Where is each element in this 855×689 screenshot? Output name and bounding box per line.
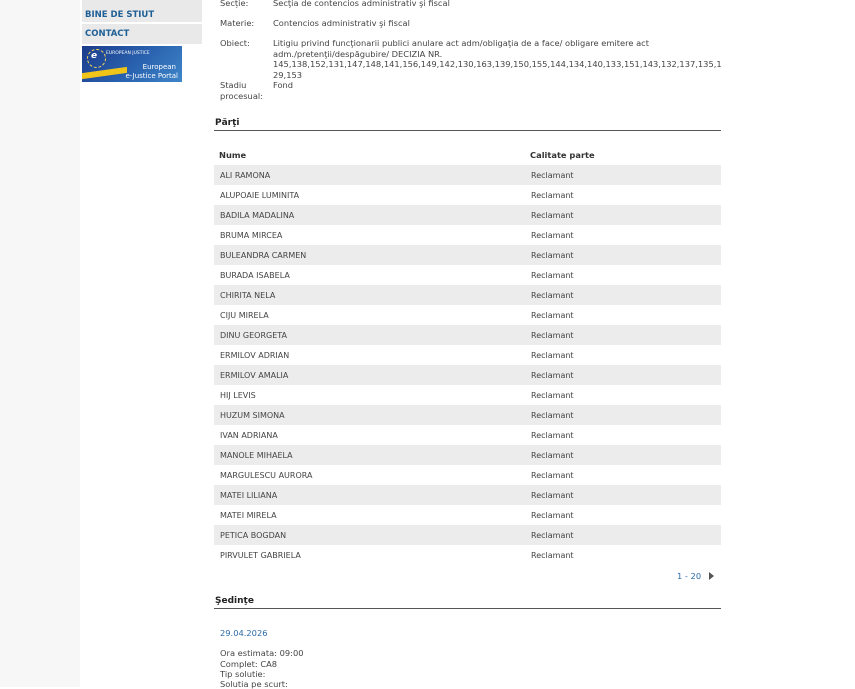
party-role: Reclamant	[531, 291, 574, 300]
left-background	[0, 0, 80, 687]
table-row	[214, 285, 721, 305]
party-role: Reclamant	[531, 231, 574, 240]
party-role: Reclamant	[531, 391, 574, 400]
materie-value: Contencios administrativ şi fiscal	[273, 18, 410, 28]
party-name: PETICA BOGDAN	[220, 531, 287, 540]
party-role: Reclamant	[531, 471, 574, 480]
table-row	[214, 225, 721, 245]
party-name: ALUPOAIE LUMINITA	[220, 191, 300, 200]
table-row	[214, 205, 721, 225]
obiect-label: Obiect:	[220, 38, 250, 48]
party-role: Reclamant	[531, 551, 574, 560]
sectie-value: Secţia de contencios administrativ şi fiscal	[273, 0, 450, 8]
table-row	[214, 325, 721, 345]
banner-line1: European	[142, 63, 176, 71]
table-row	[214, 245, 721, 265]
table-row	[214, 445, 721, 465]
party-role: Reclamant	[531, 511, 574, 520]
party-name: BURADA ISABELA	[220, 271, 290, 280]
parti-divider	[214, 130, 721, 131]
table-row	[214, 405, 721, 425]
table-row	[214, 345, 721, 365]
table-row	[214, 465, 721, 485]
table-row	[214, 365, 721, 385]
party-name: MATEI MIRELA	[220, 511, 277, 520]
party-role: Reclamant	[531, 191, 574, 200]
table-row	[214, 185, 721, 205]
next-page-icon[interactable]	[709, 572, 714, 580]
sidebar	[82, 0, 202, 82]
banner-small-text: EUROPEAN JUSTICE	[106, 51, 150, 56]
party-name: CHIRITA NELA	[220, 291, 276, 300]
materie-label: Materie:	[220, 18, 255, 28]
solution-summary: Solutia pe scurt:	[220, 679, 288, 689]
party-name: HUZUM SIMONA	[220, 411, 285, 420]
parti-title: Părţi	[215, 118, 240, 128]
party-name: IVAN ADRIANA	[220, 431, 278, 440]
party-role: Reclamant	[531, 531, 574, 540]
table-row	[214, 545, 721, 565]
hearing-date: 29.04.2026	[220, 628, 268, 638]
solution-type: Tip solutie:	[220, 669, 266, 679]
banner-line2: e-Justice Portal	[125, 72, 178, 80]
e-logo: e	[91, 51, 98, 61]
parti-table	[214, 165, 721, 565]
stadiu-value: Fond	[273, 80, 294, 90]
party-name: BRUMA MIRCEA	[220, 231, 283, 240]
party-name: PIRVULET GABRIELA	[220, 551, 301, 560]
table-row	[214, 265, 721, 285]
party-name: ERMILOV ADRIAN	[220, 351, 290, 360]
party-role: Reclamant	[531, 351, 574, 360]
stadiu-label-line1: Stadiu	[220, 80, 247, 90]
party-role: Reclamant	[531, 311, 574, 320]
party-name: MATEI LILIANA	[220, 491, 278, 500]
party-role: Reclamant	[531, 331, 574, 340]
sidebar-item-bine-de-stiut[interactable]: BINE DE STIUT	[82, 0, 202, 22]
page-range-link[interactable]: 1 - 20	[677, 571, 702, 581]
party-name: ERMILOV AMALIA	[220, 371, 289, 380]
party-role: Reclamant	[531, 171, 574, 180]
party-role: Reclamant	[531, 371, 574, 380]
party-role: Reclamant	[531, 271, 574, 280]
party-name: HIJ LEVIS	[220, 391, 256, 400]
party-name: MARGULESCU AURORA	[220, 471, 313, 480]
party-name: DINU GEORGETA	[220, 331, 288, 340]
sedinte-divider	[214, 608, 721, 609]
party-name: ALI RAMONA	[220, 171, 271, 180]
hearing-time: Ora estimata: 09:00	[220, 648, 304, 658]
obiect-value: Litigiu privind funcţionarii publici anulare act adm/obligaţia de a face/ obligare emitere act adm./pretenţii/despăgubire/ DECIZIA NR. 145,138,152,131,147,148,141,156,149,142,130,163,139,150,155,144,134,140,133,151,143,132,137,135,129,153	[273, 38, 722, 80]
party-role: Reclamant	[531, 491, 574, 500]
party-name: BADILA MADALINA	[220, 211, 295, 220]
party-role: Reclamant	[531, 251, 574, 260]
party-role: Reclamant	[531, 451, 574, 460]
party-name: CIJU MIRELA	[220, 311, 269, 320]
party-role: Reclamant	[531, 431, 574, 440]
table-row	[214, 425, 721, 445]
sedinte-title: Şedinţe	[215, 596, 254, 606]
sidebar-item-contact[interactable]: CONTACT	[82, 24, 202, 44]
table-row	[214, 385, 721, 405]
table-row	[214, 305, 721, 325]
column-header-calitate: Calitate parte	[530, 150, 595, 160]
scales-icon	[82, 67, 127, 79]
hearing-panel: Complet: CA8	[220, 659, 278, 669]
party-role: Reclamant	[531, 211, 574, 220]
column-header-nume: Nume	[219, 150, 247, 160]
table-row	[214, 525, 721, 545]
table-row	[214, 165, 721, 185]
table-row	[214, 505, 721, 525]
party-role: Reclamant	[531, 411, 574, 420]
stadiu-label	[220, 80, 268, 101]
table-row	[214, 485, 721, 505]
pagination	[677, 571, 714, 581]
stadiu-label-line2: procesual:	[220, 90, 264, 101]
party-name: BULEANDRA CARMEN	[220, 251, 307, 260]
sectie-label: Secție:	[220, 0, 249, 8]
party-name: MANOLE MIHAELA	[220, 451, 293, 460]
e-justice-banner[interactable]	[82, 46, 182, 82]
